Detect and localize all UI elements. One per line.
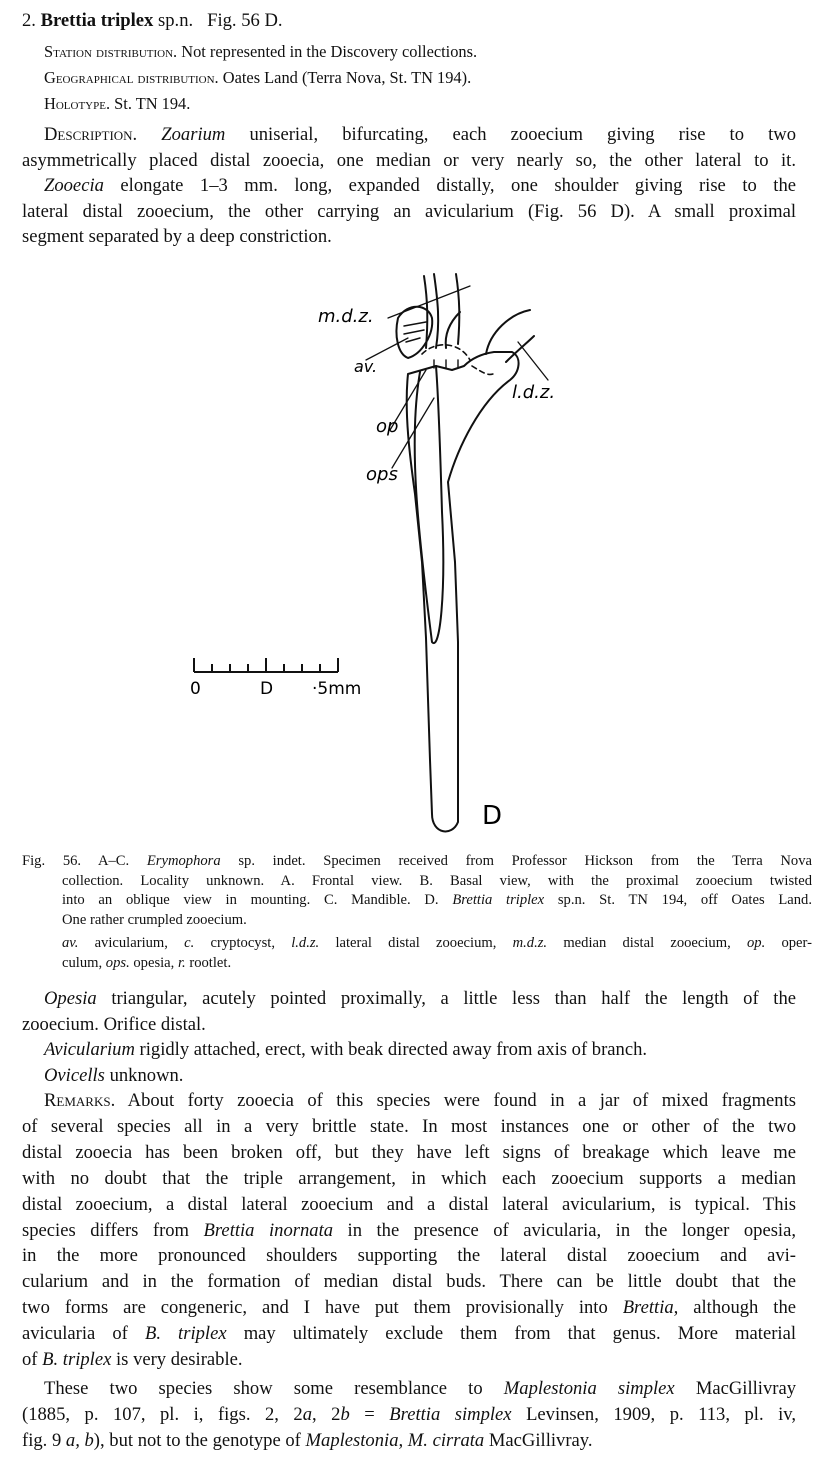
label-ops: ops (366, 464, 398, 485)
term-zoarium: Zoarium (161, 124, 226, 145)
final-paragraph (0, 1376, 840, 1454)
station-distribution-text: Not represented in the Discovery collections. (181, 42, 478, 61)
final-line: fig. 9 a, b), but not to the genotype of Maplestonia, M. cirrata MacGillivray. (22, 1430, 593, 1451)
species-genus: Brettia (40, 10, 97, 31)
final-line: These two species show some resemblance to Maplestonia simplex MacGillivray (44, 1378, 796, 1399)
zooecium-outline (407, 352, 519, 831)
caption-line: collection. Locality unknown. A. Frontal view. B. Basal view, with the proximal zooecium twisted (62, 872, 812, 889)
remarks-line: with no doubt that the triple arrangement, in which each zooecium supports a median (22, 1167, 796, 1189)
label-panel-d: D (482, 801, 503, 831)
remarks-line: two forms are congeneric, and I have put them provisionally into Brettia, although the (22, 1297, 796, 1319)
remarks-line: in the more pronounced shoulders supporting the lateral distal zooecium and avi- (22, 1245, 796, 1267)
avicularium-line: Avicularium rigidly attached, erect, with beak directed away from axis of branch. (44, 1039, 648, 1061)
species-number: 2. (22, 10, 36, 31)
figure-reference: Fig. 56 D. (207, 10, 283, 31)
label-ldz: l.d.z. (512, 382, 556, 403)
remarks-line: of several species all in a very brittle state. In most instances one or other of the two (22, 1115, 796, 1137)
caption-line: One rather crumpled zooecium. (62, 911, 247, 928)
term-opesia: Opesia (44, 988, 97, 1009)
term-avicularium: Avicularium (44, 1039, 135, 1061)
station-distribution (44, 42, 477, 62)
description-line: segment separated by a deep constriction. (22, 226, 332, 248)
remarks-paragraph (0, 1088, 840, 1373)
holotype-label: Holotype. (44, 94, 111, 113)
caption-species: Brettia triplex (452, 892, 545, 908)
scale-zero: 0 (190, 679, 201, 699)
description-text: elongate 1–3 mm. long, expanded distally, one shoulder giving rise to the (120, 175, 796, 197)
caption-abbreviations: av. avicularium, c. cryptocyst, l.d.z. lateral distal zooecium, m.d.z. median distal zooecium, op. oper- (62, 935, 812, 951)
caption-genus: Erymophora (146, 853, 221, 869)
scale-bar (194, 658, 338, 672)
ovicells-line: Ovicells unknown. (44, 1064, 184, 1086)
opesia-line: zooecium. Orifice distal. (22, 1013, 206, 1035)
geographical-distribution (44, 68, 471, 88)
figure-56d-drawing (0, 262, 840, 852)
description-paragraph (0, 122, 840, 250)
species-author: sp.n. (158, 10, 194, 31)
caption-line: Fig. 56. A–C. Erymophora sp. indet. Specimen received from Professor Hickson from the Terra Nova (22, 853, 812, 869)
remarks-line: avicularia of B. triplex may ultimately exclude them from that genus. More material (22, 1323, 797, 1345)
description-label: Description. (44, 124, 138, 145)
remarks-line: distal zooecia has been broken off, but they have left signs of breakage which leave me (22, 1141, 796, 1163)
opesia-line: Opesia triangular, acutely pointed proximally, a little less than half the length of the (44, 988, 796, 1009)
holotype (44, 94, 190, 114)
species-heading (22, 10, 283, 32)
remarks-line: of B. triplex is very desirable. (22, 1349, 243, 1371)
remarks-line: distal zooecium, a distal lateral zooecium and a distal lateral avicularium, is typical. This (22, 1193, 796, 1215)
label-av: av. (354, 357, 378, 376)
caption-abbreviations: culum, ops. opesia, r. rootlet. (62, 954, 232, 971)
remarks-line: species differs from Brettia inornata in the presence of avicularia, in the longer opesia, (22, 1219, 796, 1241)
leader-ldz (518, 342, 548, 380)
scale-mid: D (260, 679, 274, 699)
remarks-label: Remarks. (44, 1090, 116, 1111)
species-epithet: triplex (100, 10, 154, 31)
scale-end: ·5mm (312, 679, 362, 699)
geographical-distribution-label: Geographical distribution. (44, 68, 219, 87)
lateral-distal-zooecium (486, 310, 530, 354)
median-distal-zooecium (424, 276, 427, 348)
label-op: op (376, 416, 399, 437)
final-line: (1885, p. 107, pl. i, figs. 2, 2a, 2b = Brettia simplex Levinsen, 1909, p. 113, pl. iv, (22, 1404, 797, 1425)
term-ovicells: Ovicells (44, 1064, 105, 1086)
geographical-distribution-text: Oates Land (Terra Nova, St. TN 194). (222, 68, 472, 87)
holotype-text: St. TN 194. (114, 94, 191, 113)
station-distribution-label: Station distribution. (44, 42, 178, 61)
label-mdz: m.d.z. (318, 306, 374, 327)
description-line: lateral distal zooecium, the other carrying an avicularium (Fig. 56 D). A small proximal (22, 200, 796, 222)
description-line (44, 173, 796, 199)
term-zooecia: Zooecia (44, 175, 104, 197)
description-line: asymmetrically placed distal zooecia, one median or very nearly so, the other lateral to it. (22, 149, 796, 171)
figure-caption (0, 852, 840, 973)
description-line (44, 122, 796, 148)
remarks-line: cularium and in the formation of median distal buds. There can be little doubt that the (22, 1271, 796, 1293)
remarks-line: Remarks. About forty zooecia of this species were found in a jar of mixed fragments (44, 1090, 796, 1111)
description-text: uniserial, bifurcating, each zooecium giving rise to two (249, 124, 796, 145)
caption-line: into an oblique view in mounting. C. Mandible. D. Brettia triplex sp.n. St. TN 194, off Oates Land. (62, 892, 813, 908)
character-paragraphs (0, 986, 840, 1088)
